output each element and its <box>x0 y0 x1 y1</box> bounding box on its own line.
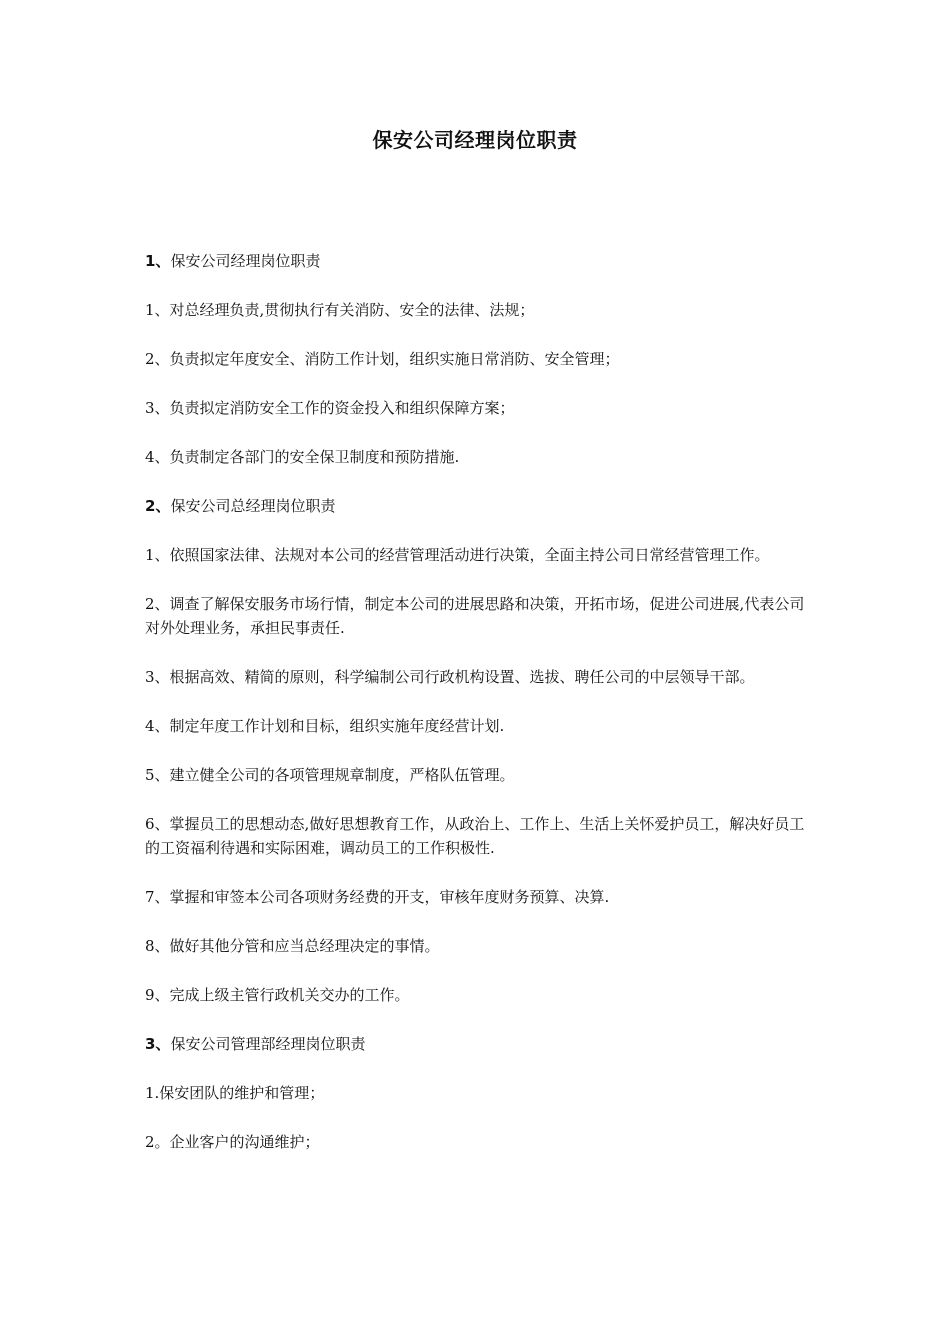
list-item: 4、负责制定各部门的安全保卫制度和预防措施. <box>145 448 460 466</box>
list-item: 1、对总经理负责,贯彻执行有关消防、安全的法律、法规； <box>145 301 535 319</box>
list-item: 9、完成上级主管行政机关交办的工作。 <box>145 986 410 1004</box>
list-item: 2。企业客户的沟通维护； <box>145 1133 320 1151</box>
document-body <box>145 249 807 1179</box>
list-item: 5、建立健全公司的各项管理规章制度，严格队伍管理。 <box>145 766 515 784</box>
section-heading-text: 保安公司经理岗位职责 <box>170 252 321 270</box>
list-item: 2、调查了解保安服务市场行情，制定本公司的进展思路和决策，开拓市场，促进公司进展,代表公司对外处理业务，承担民事责任. <box>145 595 805 637</box>
section-heading <box>145 494 807 518</box>
list-item: 6、掌握员工的思想动态,做好思想教育工作，从政治上、工作上、生活上关怀爱护员工，解决好员工的工资福利待遇和实际困难，调动员工的工作积极性. <box>145 815 805 857</box>
list-item: 1、依照国家法律、法规对本公司的经营管理活动进行决策，全面主持公司日常经营管理工作。 <box>145 546 770 564</box>
section-heading <box>145 1032 807 1056</box>
document-title: 保安公司经理岗位职责 <box>372 128 578 152</box>
section-heading-text: 保安公司管理部经理岗位职责 <box>170 1035 366 1053</box>
list-item: 7、掌握和审签本公司各项财务经费的开支，审核年度财务预算、决算. <box>145 888 610 906</box>
list-item: 8、做好其他分管和应当总经理决定的事情。 <box>145 937 440 955</box>
section-heading-text: 保安公司总经理岗位职责 <box>170 497 336 515</box>
list-item: 4、制定年度工作计划和目标，组织实施年度经营计划. <box>145 717 505 735</box>
list-item: 3、根据高效、精简的原则，科学编制公司行政机构设置、选拔、聘任公司的中层领导干部。 <box>145 668 755 686</box>
list-item: 3、负责拟定消防安全工作的资金投入和组织保障方案； <box>145 399 515 417</box>
section-heading <box>145 249 807 273</box>
section-number: 3、 <box>145 1035 171 1053</box>
section-number: 1、 <box>145 252 171 270</box>
section-number: 2、 <box>145 497 171 515</box>
list-item: 1.保安团队的维护和管理； <box>145 1084 325 1102</box>
list-item: 2、负责拟定年度安全、消防工作计划，组织实施日常消防、安全管理； <box>145 350 620 368</box>
